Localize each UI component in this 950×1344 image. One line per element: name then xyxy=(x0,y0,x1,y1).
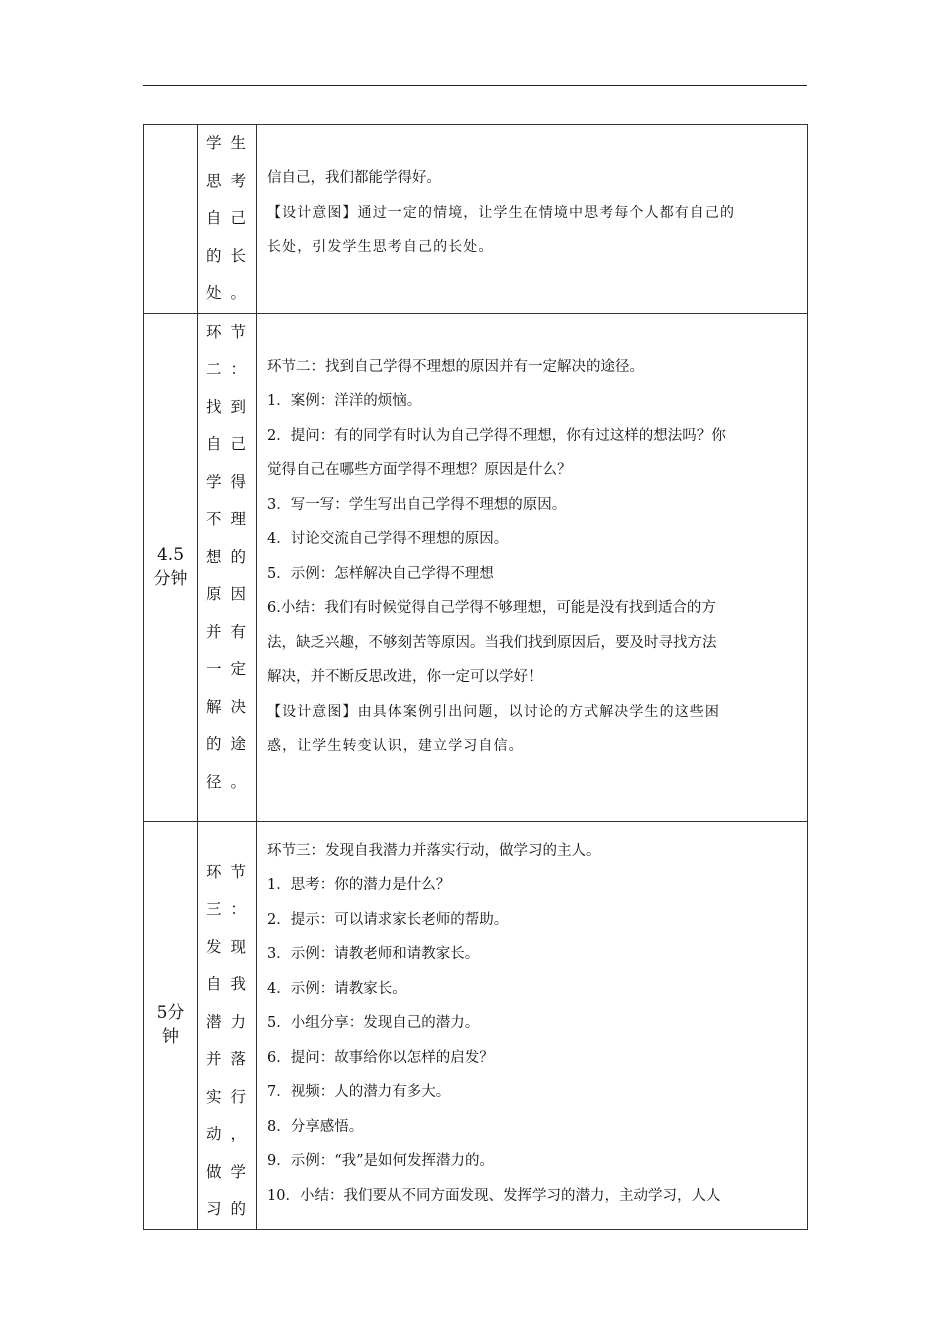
header-rule xyxy=(143,85,807,86)
content-line: 环节三：发现自我潜力并落实行动，做学习的主人。 xyxy=(267,842,601,859)
content-line: 6．提问：故事给你以怎样的启发？ xyxy=(267,1049,494,1066)
content-line: 8．分享感悟。 xyxy=(267,1118,364,1135)
table-row xyxy=(144,313,808,821)
content-line: 9．示例：“我”是如何发挥潜力的。 xyxy=(267,1153,495,1169)
content-line: 10．小结：我们要从不同方面发现、发挥学习的潜力，主动学习，人人 xyxy=(267,1187,721,1204)
content-line: 4．讨论交流自己学得不理想的原因。 xyxy=(267,531,509,547)
content-line: 5．小组分享：发现自己的潜力。 xyxy=(267,1015,480,1031)
content-line: 5．示例：怎样解决自己学得不理想 xyxy=(267,565,494,582)
content-line: 6.小结：我们有时候觉得自己学得不够理想，可能是没有找到适合的方 xyxy=(267,600,716,616)
step-cell: 环节三：发现自我潜力并落实行动，做学习的 xyxy=(198,821,257,1229)
table-row xyxy=(144,821,808,1229)
content-line: 2．提示：可以请求家长老师的帮助。 xyxy=(267,911,509,928)
content-line: 7．视频：人的潜力有多大。 xyxy=(267,1084,451,1100)
time-cell: 5分钟 xyxy=(144,821,198,1229)
content-line: 2．提问：有的同学有时认为自己学得不理想，你有过这样的想法吗？你 xyxy=(267,427,726,444)
content-line: 环节二：找到自己学得不理想的原因并有一定解决的途径。 xyxy=(267,358,644,375)
content-line: 法，缺乏兴趣，不够刻苦等原因。当我们找到原因后，要及时寻找方法 xyxy=(267,634,717,651)
time-cell xyxy=(144,125,198,314)
lesson-plan-table xyxy=(143,124,808,1230)
content-line: 1．思考：你的潜力是什么？ xyxy=(267,877,451,893)
content-cell xyxy=(257,821,808,1229)
content-line: 3．写一写：学生写出自己学得不理想的原因。 xyxy=(267,496,567,513)
content-line: 4．示例：请教家长。 xyxy=(267,980,407,997)
design-intent-line: 长处，引发学生思考自己的长处。 xyxy=(267,239,494,255)
design-intent-line: 【设计意图】通过一定的情境，让学生在情境中思考每个人都有自己的 xyxy=(267,204,736,221)
content-line: 解决，并不断反思改进，你一定可以学好！ xyxy=(267,669,543,685)
content-line: 信自己，我们都能学得好。 xyxy=(267,170,441,186)
design-intent-line: 【设计意图】由具体案例引出问题，以讨论的方式解决学生的这些困 xyxy=(267,703,720,720)
content-cell xyxy=(257,313,808,821)
content-line: 1．案例：洋洋的烦恼。 xyxy=(267,393,422,409)
step-cell: 环节二：找到自己学得不理想的原因并有一定解决的途径。 xyxy=(198,313,257,821)
table-row xyxy=(144,125,808,314)
content-line: 觉得自己在哪些方面学得不理想？原因是什么？ xyxy=(267,462,572,478)
content-line: 3．示例：请教老师和请教家长。 xyxy=(267,946,480,962)
step-cell: 学生思考自己的长处。 xyxy=(198,125,257,314)
time-cell: 4.5分钟 xyxy=(144,313,198,821)
content-cell xyxy=(257,125,808,314)
design-intent-line: 惑，让学生转变认识，建立学习自信。 xyxy=(267,738,524,754)
